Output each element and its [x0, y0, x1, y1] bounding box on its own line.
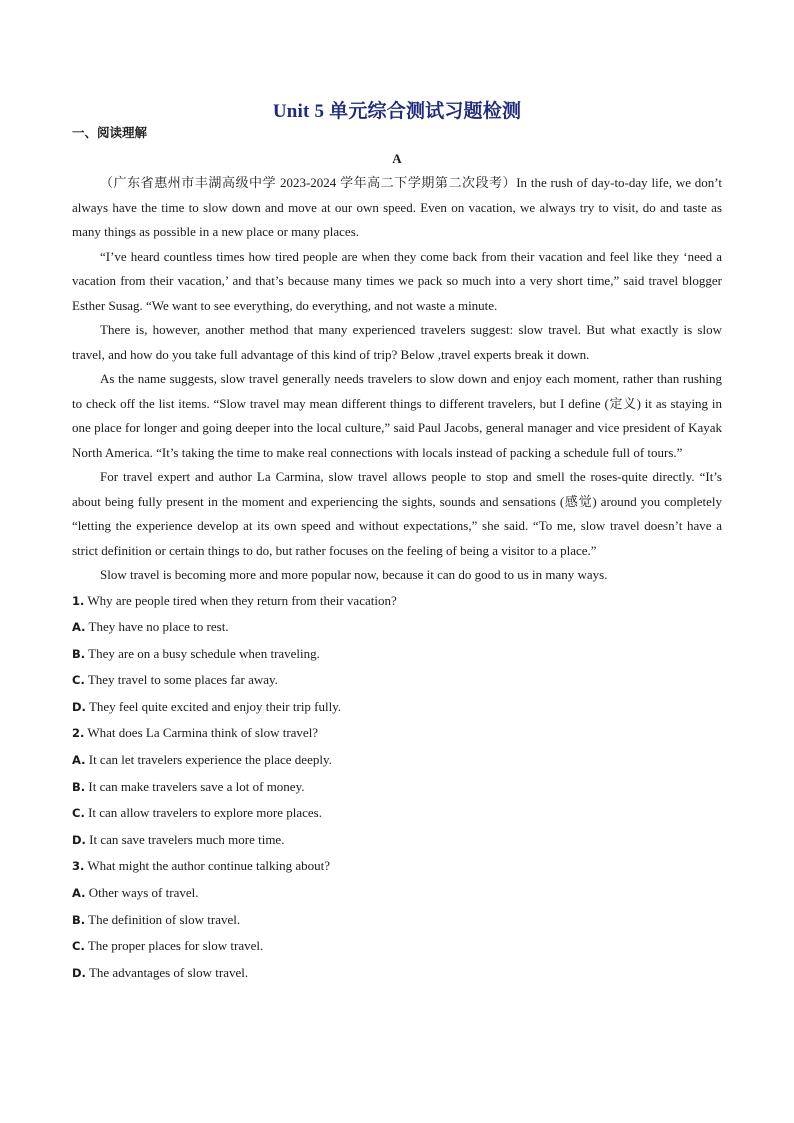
- question-3: [72, 853, 722, 986]
- page-title: Unit 5 单元综合测试习题检测: [272, 101, 522, 122]
- question-number: 1.: [72, 593, 85, 608]
- option: B. They are on a busy schedule when traveling.: [72, 645, 320, 661]
- question-text: What might the author continue talking about?: [87, 858, 330, 874]
- option: A. They have no place to rest.: [72, 619, 229, 635]
- question-number: 2.: [72, 726, 85, 741]
- option: C. They travel to some places far away.: [72, 672, 278, 688]
- passage-label: A: [392, 151, 402, 166]
- paragraph: （广东省惠州市丰湖高级中学 2023-2024 学年高二下学期第二次段考）In the rush of day-to-day life, we don’t always have the time to slow down and move at our own speed. Even on vacation, we always try to visit, do and taste as many things as possible in a new place or many places.: [72, 175, 722, 239]
- option: A. It can let travelers experience the place deeply.: [72, 752, 332, 768]
- option: C. It can allow travelers to explore more places.: [72, 805, 322, 821]
- question-text: What does La Carmina think of slow travel?: [87, 725, 319, 741]
- option: D. They feel quite excited and enjoy their trip fully.: [72, 698, 342, 714]
- option: D. The advantages of slow travel.: [72, 964, 249, 980]
- question-2: [72, 720, 722, 853]
- paragraph: Slow travel is becoming more and more popular now, because it can do good to us in many ways.: [100, 567, 608, 582]
- paragraph: For travel expert and author La Carmina, slow travel allows people to stop and smell the roses-quite directly. “It’s about being fully present in the moment and experiencing the sights, sounds and sensations (感觉) around you completely “letting the experience develop at its own speed and without expectations,” she said. “To me, slow travel doesn’t have a strict definition or certain things to do, but rather focuses on the feeling of being a visitor to a place.”: [72, 469, 722, 558]
- paragraph: There is, however, another method that many experienced travelers suggest: slow travel. But what exactly is slow travel, and how do you take full advantage of this kind of trip? Below ,travel experts break it down.: [72, 322, 722, 362]
- question-text: Why are people tired when they return from their vacation?: [87, 592, 397, 608]
- question-number: 3.: [72, 859, 85, 874]
- option: D. It can save travelers much more time.: [72, 831, 285, 847]
- option: A. Other ways of travel.: [72, 885, 199, 901]
- option: B. It can make travelers save a lot of money.: [72, 778, 305, 794]
- paragraph: As the name suggests, slow travel generally needs travelers to slow down and enjoy each moment, rather than rushing to check off the list items. “Slow travel may mean different things to different travelers, but I define (定义) it as staying in one place for longer and going deeper into the local culture,” said Paul Jacobs, general manager and vice president of Kayak North America. “It’s taking the time to make real connections with locals instead of packing a schedule full of tours.”: [72, 371, 722, 460]
- document-body: [72, 171, 722, 986]
- option: C. The proper places for slow travel.: [72, 938, 264, 954]
- paragraph: “I’ve heard countless times how tired people are when they come back from their vacation and feel like they ‘need a vacation from their vacation,’ and that’s because many times we pack so much into a very short time,” said travel blogger Esther Susag. “We want to see everything, do everything, and not waste a minute.: [72, 248, 722, 313]
- question-1: [72, 588, 722, 721]
- option: B. The definition of slow travel.: [72, 911, 241, 927]
- section-heading: 一、阅读理解: [72, 125, 148, 140]
